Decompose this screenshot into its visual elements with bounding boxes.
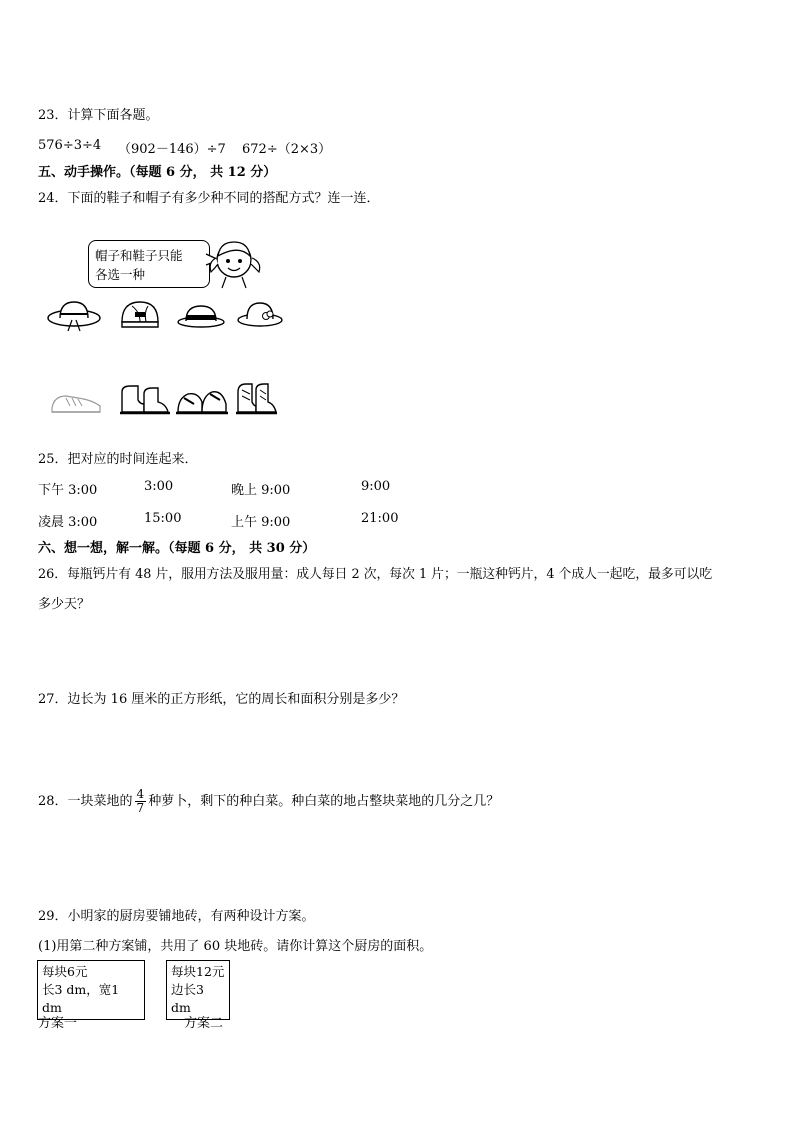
q25-row1-col4: 9:00 — [361, 479, 391, 494]
flower-hat-icon — [236, 298, 284, 330]
q28-before: 28．一块菜地的 — [38, 794, 133, 809]
sport-shoe-icon — [174, 384, 230, 418]
plan-1-label: 方案一 — [38, 1016, 78, 1031]
plan-1-price: 每块6元 — [42, 964, 88, 979]
baseball-cap-icon — [118, 298, 164, 332]
fedora-hat-icon — [176, 300, 226, 330]
high-top-shoe-icon — [234, 380, 278, 418]
girl-illustration-icon — [208, 234, 264, 290]
plan-2-box — [166, 960, 230, 1020]
q28-text — [38, 786, 499, 818]
speech-line-2: 各选一种 — [95, 267, 146, 282]
q25-row2-col3: 上午 9:00 — [231, 515, 291, 530]
q25-title: 25．把对应的时间连起来． — [38, 452, 198, 467]
q23-expr-2: （902－146）÷7 — [118, 142, 226, 157]
q26-line-2: 多少天？ — [38, 597, 91, 612]
speech-bubble — [88, 240, 210, 288]
q27-text: 27．边长为 16 厘米的正方形纸，它的周长和面积分别是多少？ — [38, 692, 405, 707]
q25-row2-col2: 15:00 — [144, 511, 182, 526]
q23-title: 23．计算下面各题。 — [38, 108, 159, 123]
plan-1-box — [37, 960, 145, 1020]
q23-expr-3: 672÷（2×3） — [242, 142, 332, 157]
q25-row1-col1: 下午 3:00 — [38, 483, 98, 498]
q28-fraction-numerator: 4 — [136, 787, 145, 801]
q25-row2-col4: 21:00 — [361, 511, 399, 526]
q25-row2-col1: 凌晨 3:00 — [38, 515, 98, 530]
plan-1-size: 长3 dm，宽1 dm — [42, 982, 120, 1015]
section-6-heading: 六、想一想，解一解。（每题 6 分， 共 30 分） — [38, 541, 316, 556]
q24-title: 24．下面的鞋子和帽子有多少种不同的搭配方式？连一连． — [38, 191, 380, 206]
q28-after: 种萝卜，剩下的种白菜。种白菜的地占整块菜地的几分之几？ — [148, 794, 500, 809]
speech-line-1: 帽子和鞋子只能 — [95, 248, 183, 263]
q29-sub1: (1)用第二种方案铺，共用了 60 块地砖。请你计算这个厨房的面积。 — [38, 939, 433, 954]
sneaker-icon — [48, 386, 104, 418]
plan-2-size: 边长3 dm — [171, 982, 204, 1015]
q29-title: 29．小明家的厨房要铺地砖，有两种设计方案。 — [38, 909, 315, 924]
section-5-heading: 五、动手操作。（每题 6 分， 共 12 分） — [38, 165, 277, 180]
q28-fraction-denominator: 7 — [136, 801, 145, 815]
q26-line-1: 26．每瓶钙片有 48 片，服用方法及服用量：成人每日 2 次，每次 1 片；一瓶这种钙片，4 个成人一起吃，最多可以吃 — [38, 567, 713, 582]
boot-icon — [116, 382, 172, 418]
q25-row1-col2: 3:00 — [144, 479, 174, 494]
sun-hat-icon — [46, 298, 104, 334]
q25-row1-col3: 晚上 9:00 — [231, 483, 291, 498]
q23-expr-1: 576÷3÷4 — [38, 138, 102, 153]
q28-fraction — [135, 788, 147, 815]
plan-2-label: 方案二 — [184, 1016, 224, 1031]
plan-2-price: 每块12元 — [171, 964, 225, 979]
